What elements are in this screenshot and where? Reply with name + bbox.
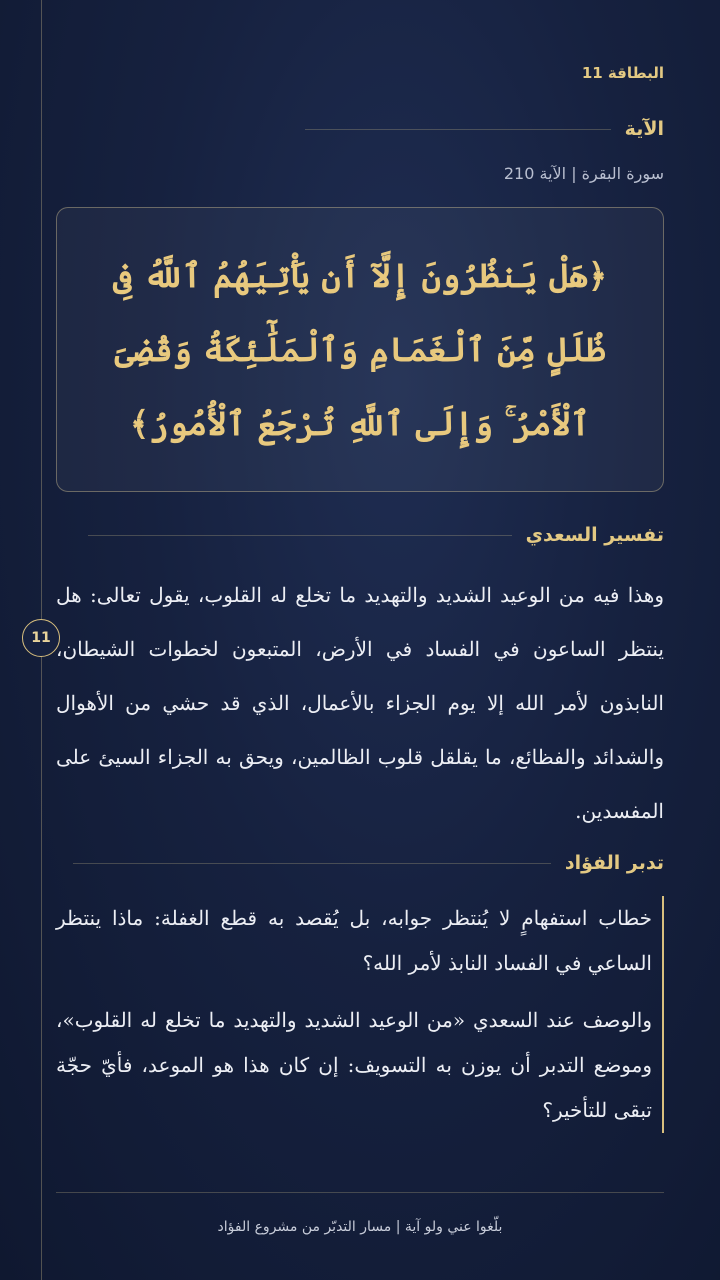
card-number-badge: 11	[22, 619, 60, 657]
verse-section-title: الآية	[624, 118, 664, 140]
tadabbur-section-title: تدبر الفؤاد	[564, 852, 664, 874]
verse-reference: سورة البقرة | الآية 210	[503, 164, 664, 183]
card-label: البطاقة 11	[581, 64, 664, 82]
verse-section-header	[305, 118, 664, 140]
footer-text: بلّغوا عني ولو آية | مسار التدبّر من مشروع الفؤاد	[217, 1219, 503, 1235]
verse-section-divider	[305, 129, 611, 130]
tafsir-section-title: تفسير السعدي	[525, 524, 664, 546]
tafsir-section-header	[88, 524, 664, 546]
tadabbur-block	[56, 896, 664, 1133]
tadabbur-section-header	[73, 852, 664, 874]
tafsir-text: وهذا فيه من الوعيد الشديد والتهديد ما تخلع له القلوب، يقول تعالى: هل ينتظر الساعون في الفساد في الأرض، المتبعون لخطوات الشيطان، النابذون لأمر الله إلا يوم الجزاء بالأعمال، الذي قد حشي من الأهوال والشدائد والفظائع، ما يقلقل قلوب الظالمين، ويحق به الجزاء السيئ على المفسدين.	[56, 583, 664, 823]
verse-text: ﴿هَلْ يَنظُرُونَ إِلَّآ أَن يَأْتِيَهُمُ ٱللَّهُ فِى ظُلَلٍ مِّنَ ٱلْغَمَامِ وَٱلْمَلَٰٓئِكَةُ وَقُضِىَ ٱلْأَمْرُ ۚ وَإِلَى ٱللَّهِ تُرْجَعُ ٱلْأُمُورُ﴾	[112, 255, 608, 443]
tafsir-section-divider	[88, 535, 512, 536]
tadabbur-paragraph: خطاب استفهامٍ لا يُنتظر جوابه، بل يُقصد به قطع الغفلة: ماذا ينتظر الساعي في الفساد النابذ لأمر الله؟	[56, 906, 652, 975]
verse-box	[56, 207, 664, 492]
footer-divider	[56, 1192, 664, 1193]
tadabbur-paragraph: والوصف عند السعدي «من الوعيد الشديد والتهديد ما تخلع له القلوب»، وموضع التدبر أن يوزن به التسويف: إن كان هذا هو الموعد، فأيّ حجّة تبقى للتأخير؟	[56, 1008, 652, 1122]
tadabbur-section-divider	[73, 863, 551, 864]
